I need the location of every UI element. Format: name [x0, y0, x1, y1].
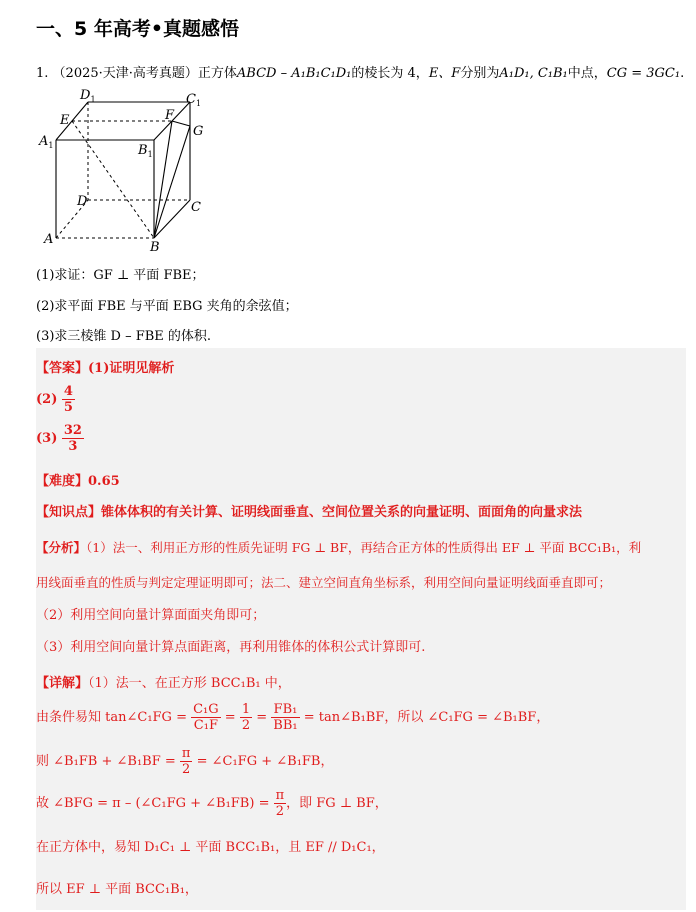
- stem-text: 分别为: [460, 66, 500, 81]
- answer-line: [36, 357, 174, 376]
- stem-text: 正方体: [197, 66, 237, 81]
- analysis-line-1: [36, 538, 641, 556]
- detail-text: = ∠C₁FG + ∠B₁FB，: [196, 754, 334, 769]
- analysis-text: （1）法一、利用正方形的性质先证明 FG ⊥ BF，再结合正方体的性质得出 EF ⊥ 平面 BCC₁B₁，利: [86, 540, 642, 555]
- detail-text: 由条件易知 tan∠C₁FG =: [36, 710, 187, 725]
- detail-line-4: [36, 788, 388, 819]
- fraction-one-half: $\frac{1}{2}$: [241, 702, 251, 733]
- knowledge-label: 【知识点】: [36, 505, 102, 520]
- difficulty-value: 0.65: [88, 474, 120, 489]
- answer-part2-label: (2): [36, 392, 58, 407]
- knowledge-text: 锥体体积的有关计算、证明线面垂直、空间位置关系的向量证明、面面角的向量求法: [101, 505, 583, 520]
- cg-relation: CG = 3GC₁: [606, 66, 681, 81]
- question-part-3: (3)求三棱锥 D – FBE 的体积.: [36, 329, 212, 344]
- label-a: A: [44, 232, 54, 247]
- detail-line-2: 由条件易知 tan∠C₁FG = $\frac{\text{C₁G}}{\text{C₁F}}$ = $\frac{1}{2}$ = $\frac{\text{FB₁}}{\text{BB₁}}$ = tan∠B₁BF，所以 ∠C₁FG = ∠B₁BF，: [36, 702, 550, 733]
- detail-text: 则 ∠B₁FB + ∠B₁BF =: [36, 754, 176, 769]
- fraction-pi-over-2: $\frac{\pi}{2}$: [275, 788, 285, 819]
- label-c1: $C_1$: [186, 92, 202, 108]
- detail-text: = tan∠B₁BF，所以 ∠C₁FG = ∠B₁BF，: [303, 710, 550, 725]
- answer-label: 【答案】: [36, 361, 89, 376]
- label-d: D: [77, 194, 88, 209]
- answer-part1: (1)证明见解析: [88, 361, 175, 376]
- cube-name: ABCD – A₁B₁C₁D₁: [236, 66, 352, 81]
- segment-eb: [72, 121, 154, 238]
- label-f: F: [165, 108, 175, 123]
- stem-text: 中点，: [567, 66, 607, 81]
- detail-line-3: [36, 746, 333, 777]
- detail-text: 故 ∠BFG = π – (∠C₁FG + ∠B₁FB) =: [36, 796, 270, 811]
- detail-text: ，即 FG ⊥ BF，: [286, 796, 388, 811]
- label-a1: $A_1$: [39, 134, 54, 150]
- detail-line-5: 在正方体中，易知 D₁C₁ ⊥ 平面 BCC₁B₁，且 EF // D₁C₁，: [36, 840, 385, 855]
- answer-part3-label: (3): [36, 431, 58, 446]
- question-part-2: (2)求平面 FBE 与平面 EBG 夹角的余弦值；: [36, 299, 298, 314]
- label-g: G: [193, 124, 204, 139]
- stem-text: 的棱长为 4，: [351, 66, 429, 81]
- answer-part3-fraction: $\frac{32}{3}$: [63, 423, 82, 454]
- analysis-line-4: （3）利用空间向量计算点面距离，再利用锥体的体积公式计算即可.: [36, 640, 426, 655]
- difficulty-line: [36, 470, 120, 489]
- detail-label: 【详解】: [36, 676, 89, 691]
- analysis-label: 【分析】: [36, 540, 87, 555]
- detail-line-6: 所以 EF ⊥ 平面 BCC₁B₁，: [36, 882, 198, 897]
- label-b: B: [150, 240, 160, 255]
- fraction-c1g-c1f: $\frac{\text{C₁G}}{\text{C₁F}}$: [193, 702, 219, 733]
- solution-panel: [36, 348, 686, 910]
- segment-bf: [154, 121, 172, 238]
- problem-stem: [36, 62, 684, 81]
- fraction-pi-over-2: $\frac{\pi}{2}$: [181, 746, 191, 777]
- problem-number: 1.: [36, 66, 49, 81]
- question-part-1: (1)求证：GF ⊥ 平面 FBE；: [36, 268, 205, 283]
- section-title: 一、5 年高考•真题感悟: [36, 18, 239, 40]
- answer-part2: [36, 384, 75, 415]
- points-ef: E、F: [428, 66, 461, 81]
- answer-part2-fraction: $\frac{4}{5}$: [63, 384, 73, 415]
- detail-text: （1）法一、在正方形 BCC₁B₁ 中，: [88, 676, 291, 691]
- label-c: C: [191, 200, 201, 215]
- midpoint-edges: A₁D₁, C₁B₁: [499, 66, 568, 81]
- label-e: E: [60, 113, 70, 128]
- knowledge-line: [36, 501, 582, 520]
- analysis-line-3: （2）利用空间向量计算面面夹角即可；: [36, 608, 266, 623]
- problem-source: （2025·天津·高考真题）: [52, 66, 198, 81]
- segment-fg: [172, 121, 190, 126]
- stem-end: .: [680, 66, 685, 81]
- label-d1: $D_1$: [80, 88, 96, 104]
- answer-part3: [36, 423, 84, 454]
- label-b1: $B_1$: [138, 143, 153, 159]
- detail-line-1: [36, 672, 291, 691]
- difficulty-label: 【难度】: [36, 474, 89, 489]
- fraction-fb1-bb1: $\frac{\text{FB₁}}{\text{BB₁}}$: [273, 702, 298, 733]
- analysis-line-2: 用线面垂直的性质与判定定理证明即可；法二、建立空间直角坐标系，利用空间向量证明线面垂直即可；: [36, 575, 612, 590]
- segment-bg: [154, 126, 190, 238]
